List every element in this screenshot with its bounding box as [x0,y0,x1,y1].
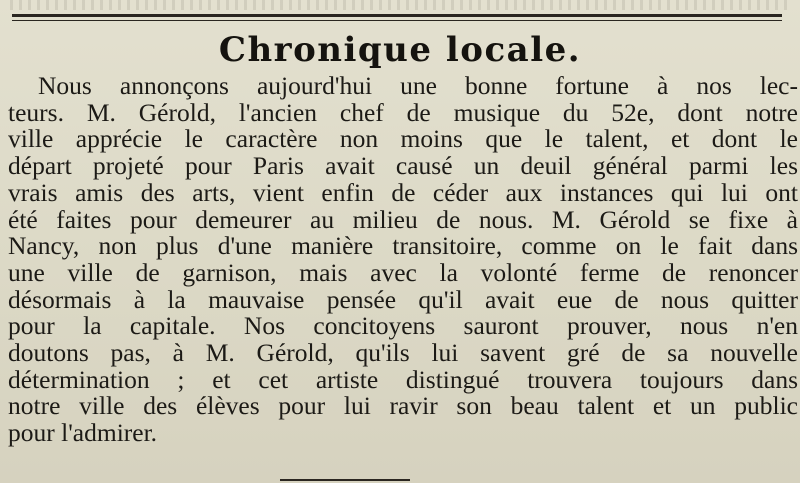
article-line-7: Nancy, non plus d'une manière transitoire, comme on le fait dans [8,231,798,261]
article-line-13: notre ville des élèves pour lui ravir son beau talent et un public [8,391,798,421]
article-line-3: ville apprécie le caractère non moins que le talent, et dont le [8,124,798,154]
article-line-9: désormais à la mauvaise pensée qu'il avait eue de nous quitter [8,284,798,314]
section-title: Chronique locale. [218,30,582,70]
previous-column-bleed [10,0,790,10]
top-rule-thick [12,14,782,17]
article-line-10: pour la capitale. Nos concitoyens sauront prouver, nous n'en [8,311,798,341]
bottom-rule [280,479,410,481]
article-line-11: doutons pas, à M. Gérold, qu'ils lui savent gré de sa nouvelle [8,338,798,368]
article-line-8: une ville de garnison, mais avec la volonté ferme de renoncer [8,257,798,287]
article-line-6: été faites pour demeurer au milieu de nous. M. Gérold se fixe à [8,204,798,234]
article-line-1: Nous annonçons aujourd'hui une bonne fortune à nos lec- [38,71,798,100]
article-line-4: départ projeté pour Paris avait causé un deuil général parmi les [8,151,798,181]
article-body [8,73,798,447]
article-line-2: teurs. M. Gérold, l'ancien chef de musique du 52e, dont notre [8,97,798,127]
top-rule-thin [12,20,782,21]
article-line-12: détermination ; et cet artiste distingué trouvera toujours dans [8,364,798,394]
article-line-5: vrais amis des arts, vient enfin de céder aux instances qui lui ont [8,177,798,207]
article-line-14: pour l'admirer. [8,418,158,448]
